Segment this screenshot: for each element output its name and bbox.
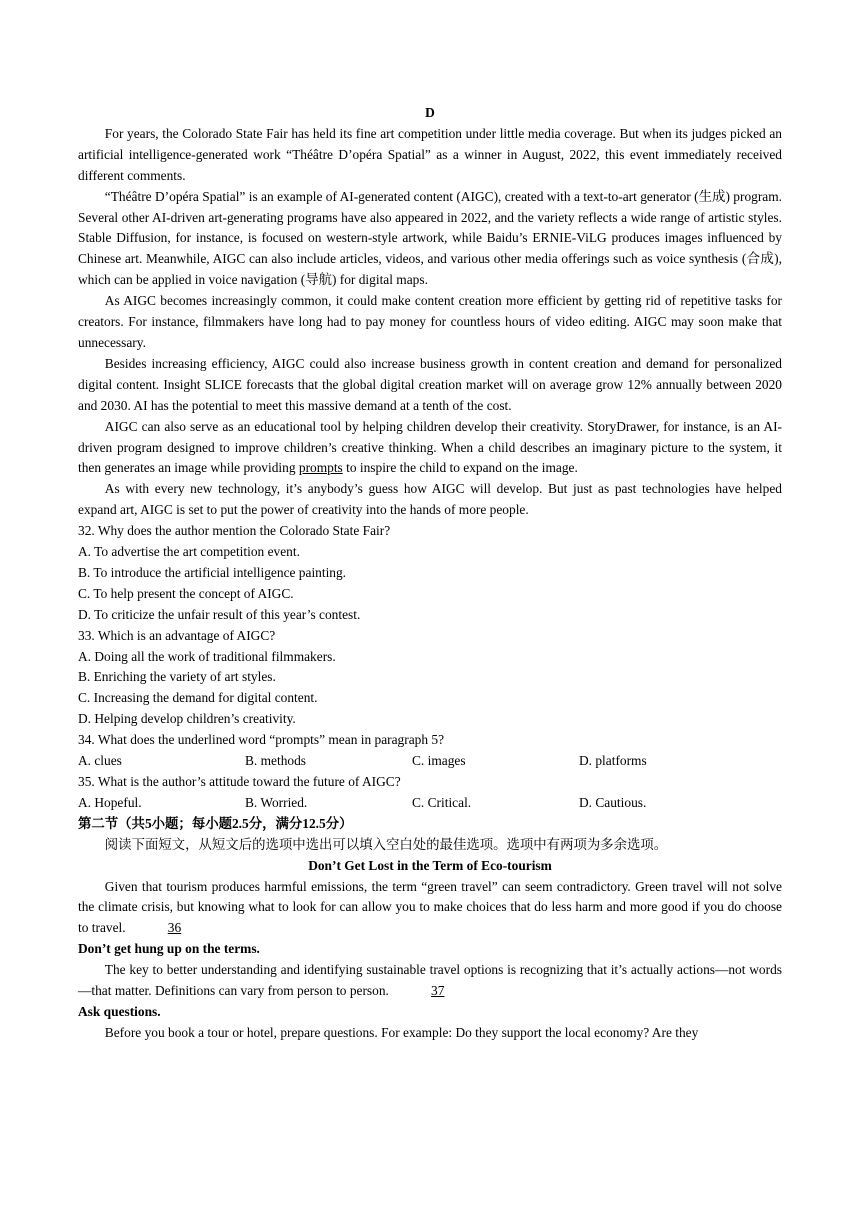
question-34-stem: 34. What does the underlined word “prompts” mean in paragraph 5? <box>78 732 445 748</box>
passage-title: Don’t Get Lost in the Term of Eco-tourism <box>308 857 552 873</box>
eco-paragraph-2 <box>78 960 782 1002</box>
question-35-option-b: B. Worried. <box>245 794 308 810</box>
passage-paragraph-5 <box>78 417 782 480</box>
p5-text-before: AIGC can also serve as an educational tool by helping children develop their creativity. StoryDrawer, for instance, is an AI-driven program designed to improve children’s creative thinking. When a child describes an imaginary picture to the system, it then generates an image while providing <box>78 418 782 476</box>
eco-paragraph-1-text: Given that tourism produces harmful emissions, the term “green travel” can seem contradictory. Green travel will not solve the climate crisis, but knowing what to look for can allow you to make choices that do less harm and more good if you do choose to travel. <box>78 878 782 936</box>
eco-paragraph-2-text: The key to better understanding and identifying sustainable travel options is recognizing that it’s actually actions—not words—that matter. Definitions can vary from person to person. <box>78 962 782 999</box>
question-35-options <box>78 793 782 814</box>
question-35-stem: 35. What is the author’s attitude toward the future of AIGC? <box>78 774 401 789</box>
passage-paragraph-2: “Théâtre D’opéra Spatial” is an example of AI-generated content (AIGC), created with a text-to-art generator (生成) program. Several other AI-driven art-generating programs have also appeared in 2022, and the variety reflects a wide range of artistic styles. Stable Diffusion, for instance, is focused on western-style artwork, while Baidu’s ERNIE-ViLG produces images influenced by Chinese art. Meanwhile, AIGC can also include articles, videos, and various other media offerings such as voice synthesis (合成), which can be applied in voice navigation (导航) for digital maps. <box>78 188 782 288</box>
subheading-terms: Don’t get hung up on the terms. <box>78 941 260 957</box>
question-34-option-a: A. clues <box>78 753 122 769</box>
question-32-option-d: D. To criticize the unfair result of this year’s contest. <box>78 606 361 622</box>
underlined-word-prompts: prompts <box>298 460 343 476</box>
question-35-option-d: D. Cautious. <box>579 794 647 810</box>
blank-37: 37 <box>431 983 445 999</box>
blank-36: 36 <box>167 920 182 936</box>
question-32-option-b: B. To introduce the artificial intelligence painting. <box>78 564 347 580</box>
question-32-stem: 32. Why does the author mention the Colorado State Fair? <box>78 523 391 539</box>
question-35-option-c: C. Critical. <box>412 794 472 810</box>
p5-text-after: to inspire the child to expand on the image. <box>342 460 578 476</box>
passage-paragraph-4: Besides increasing efficiency, AIGC could also increase business growth in content creation and demand for personalized digital content. Insight SLICE forecasts that the global digital creation market will on average grow 12% annually between 2020 and 2030. AI has the potential to meet this massive demand at a tenth of the cost. <box>78 355 782 413</box>
question-34-option-d: D. platforms <box>579 753 647 769</box>
section-2-instruction: 阅读下面短文，从短文后的选项中选出可以填入空白处的最佳选项。选项中有两项为多余选项。 <box>104 836 668 852</box>
question-34-option-b: B. methods <box>245 753 307 769</box>
question-33-stem: 33. Which is an advantage of AIGC? <box>78 627 276 643</box>
eco-paragraph-3: Before you book a tour or hotel, prepare questions. For example: Do they support the local economy? Are they <box>104 1024 699 1040</box>
question-33-option-c: C. Increasing the demand for digital content. <box>78 690 318 706</box>
question-33-option-a: A. Doing all the work of traditional filmmakers. <box>78 648 336 664</box>
passage-paragraph-3: As AIGC becomes increasingly common, it could make content creation more efficient by getting rid of repetitive tasks for creators. For instance, filmmakers have long had to pay money for countless hours of video editing. AIGC may soon make that unnecessary. <box>78 293 782 350</box>
section-2-heading: 第二节（共5小题；每小题2.5分，满分12.5分） <box>78 815 353 831</box>
question-33-option-b: B. Enriching the variety of art styles. <box>78 669 276 685</box>
question-33-option-d: D. Helping develop children’s creativity. <box>78 711 296 727</box>
passage-paragraph-1: For years, the Colorado State Fair has held its fine art competition under little media coverage. But when its judges picked an artificial intelligence-generated work “Théâtre D’opéra Spatial” as a winner in August, 2022, this event immediately received different comments. <box>78 125 782 183</box>
eco-paragraph-1 <box>78 877 782 940</box>
question-34-option-c: C. images <box>412 753 466 769</box>
document-page <box>78 103 782 1044</box>
question-32-option-c: C. To help present the concept of AIGC. <box>78 585 294 601</box>
question-35-option-a: A. Hopeful. <box>78 794 142 810</box>
passage-paragraph-6: As with every new technology, it’s anybody’s guess how AIGC will develop. But just as past technologies have helped expand art, AIGC is set to put the power of creativity into the hands of more people. <box>78 481 782 518</box>
question-32-option-a: A. To advertise the art competition event. <box>78 544 300 560</box>
section-letter: D <box>425 105 435 120</box>
question-34-options <box>78 751 782 772</box>
subheading-ask-questions: Ask questions. <box>78 1003 161 1019</box>
